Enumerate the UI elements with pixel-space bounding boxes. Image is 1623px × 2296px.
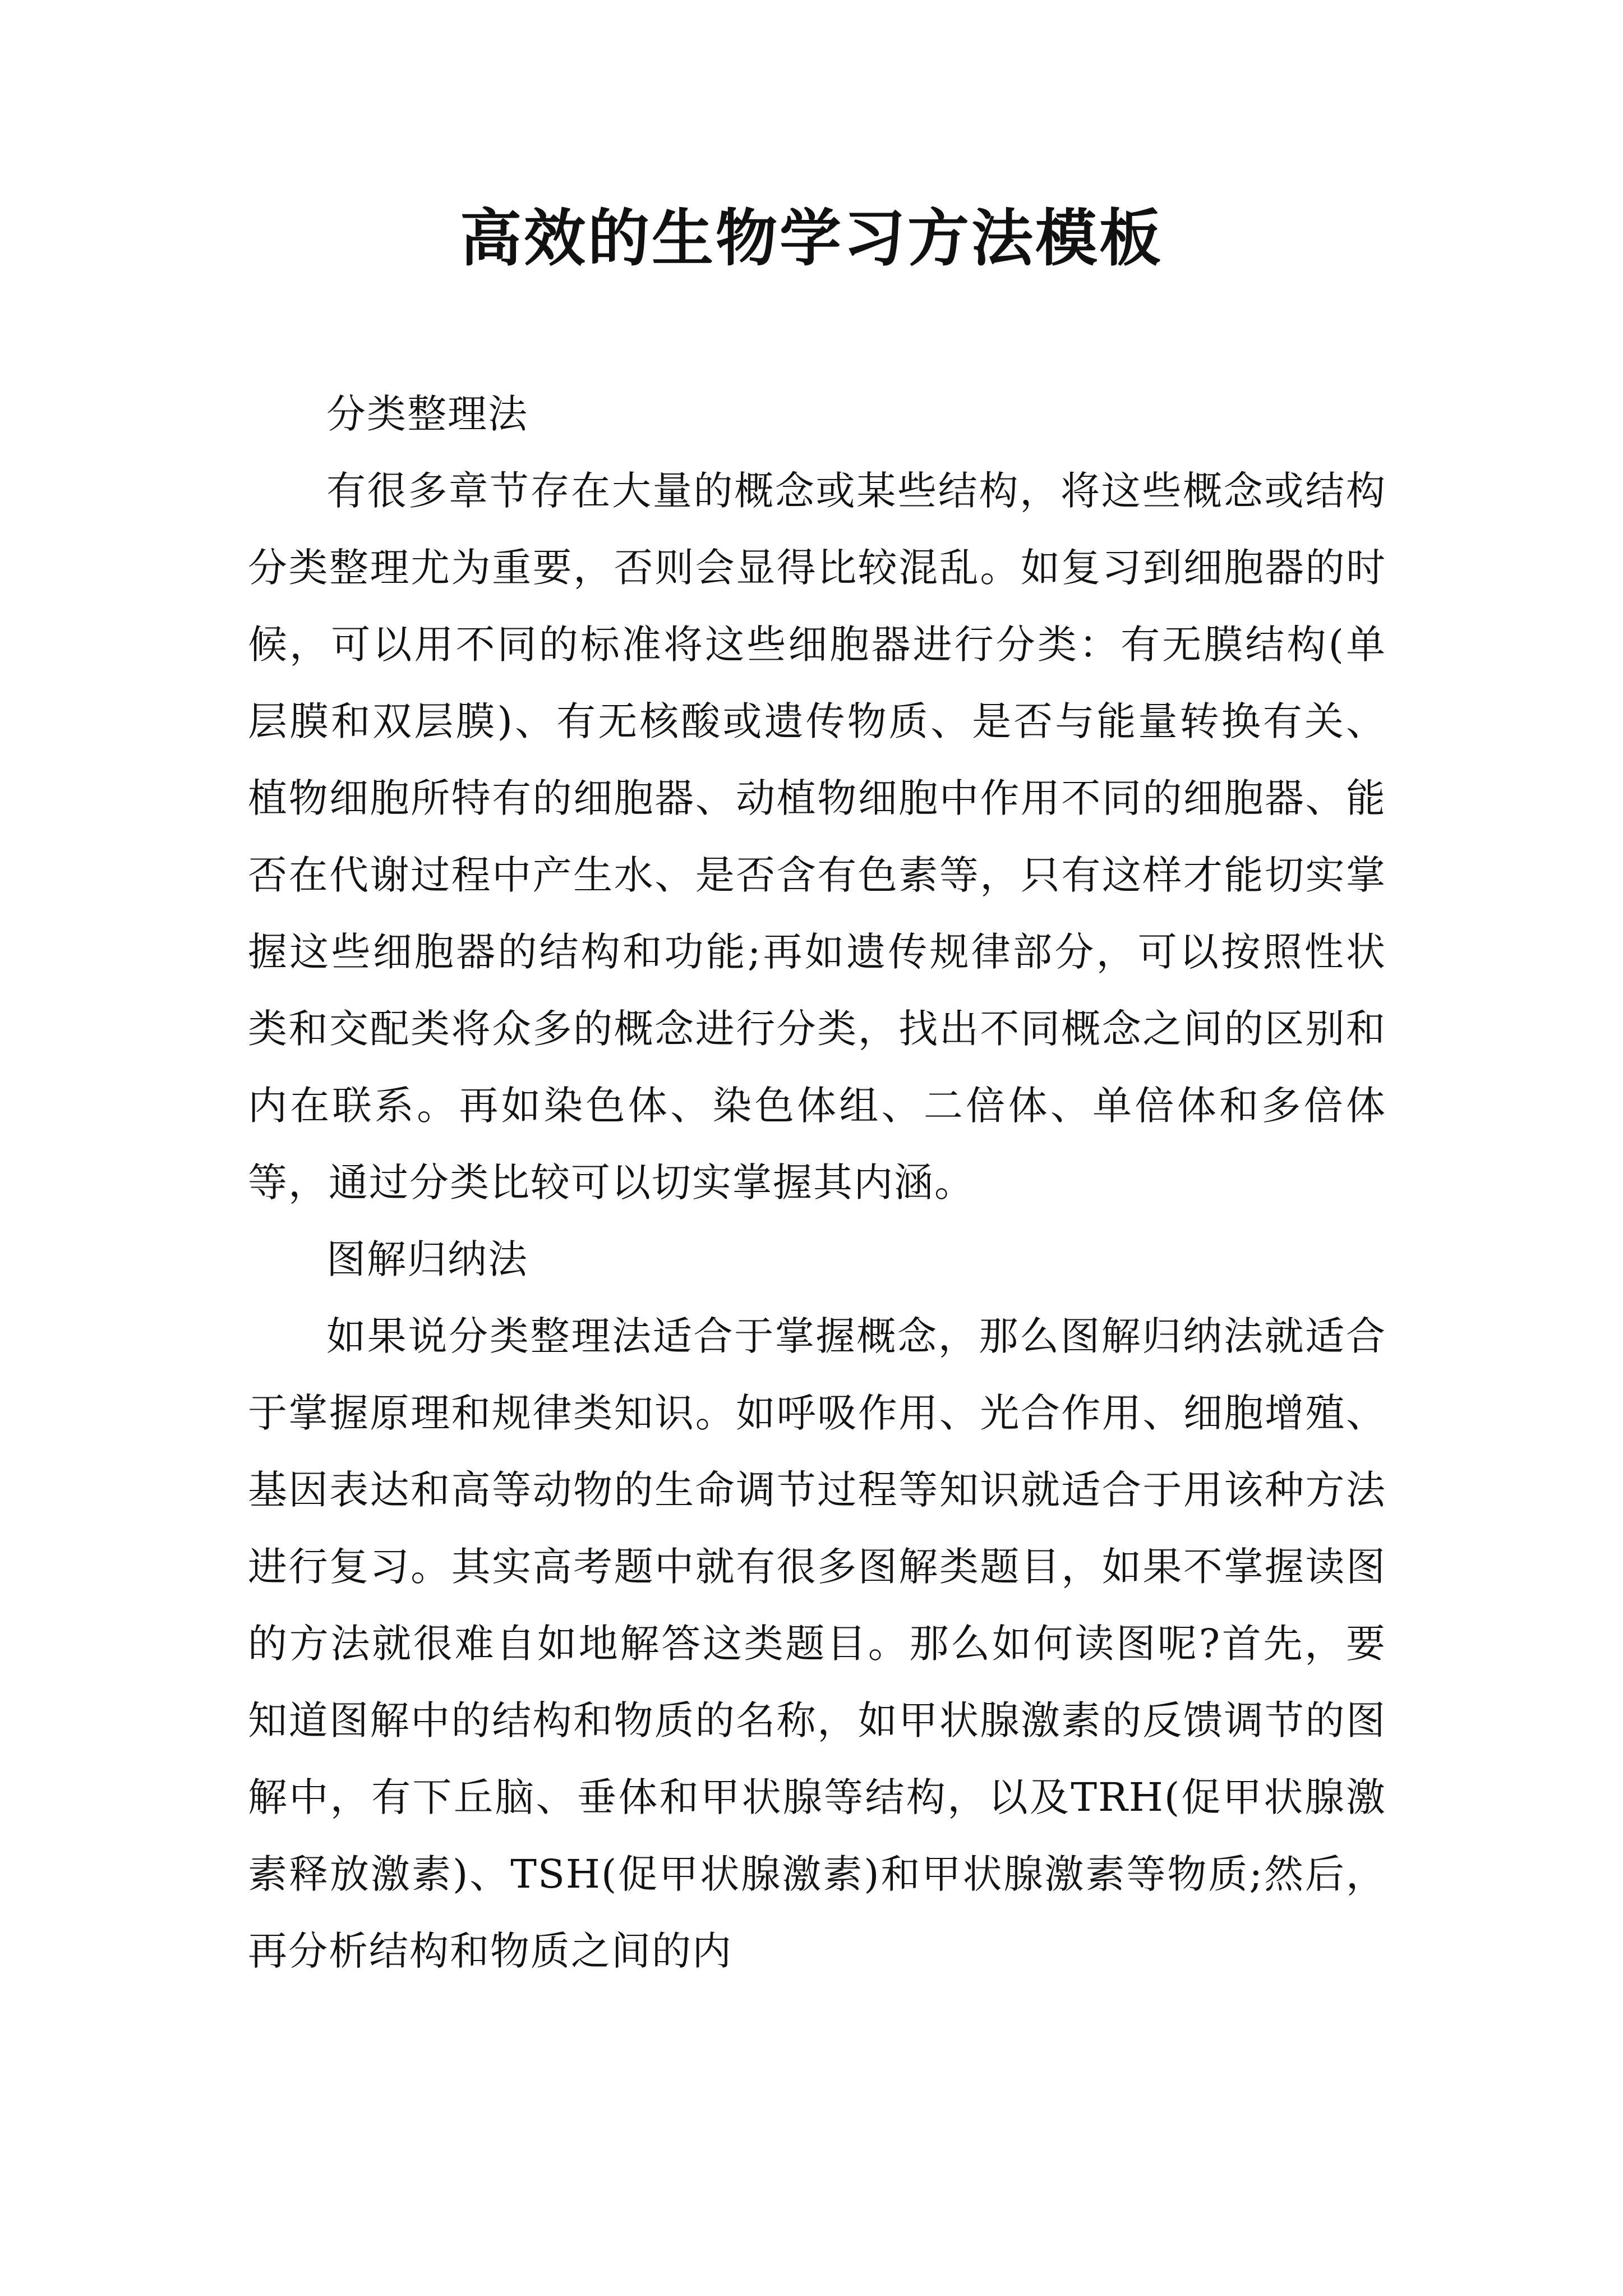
section-heading-diagram: 图解归纳法 <box>326 1236 528 1282</box>
document-body <box>248 376 1386 1990</box>
paragraph-classification: 有很多章节存在大量的概念或某些结构，将这些概念或结构分类整理尤为重要，否则会显得比较混乱。如复习到细胞器的时候，可以用不同的标准将这些细胞器进行分类：有无膜结构(单层膜和双层膜)、有无核酸或遗传物质、是否与能量转换有关、植物细胞所特有的细胞器、动植物细胞中作用不同的细胞器、能否在代谢过程中产生水、是否含有色素等，只有这样才能切实掌握这些细胞器的结构和功能;再如遗传规律部分，可以按照性状类和交配类将众多的概念进行分类，找出不同概念之间的区别和内在联系。再如染色体、染色体组、二倍体、单倍体和多倍体等，通过分类比较可以切实掌握其内涵。 <box>248 468 1386 1205</box>
document-title: 高效的生物学习方法模板 <box>460 202 1163 274</box>
paragraph-diagram: 如果说分类整理法适合于掌握概念，那么图解归纳法就适合于掌握原理和规律类知识。如呼吸作用、光合作用、细胞增殖、基因表达和高等动物的生命调节过程等知识就适合于用该种方法进行复习。其实高考题中就有很多图解类题目，如果不掌握读图的方法就很难自如地解答这类题目。那么如何读图呢?首先，要知道图解中的结构和物质的名称，如甲状腺激素的反馈调节的图解中，有下丘脑、垂体和甲状腺等结构，以及TRH(促甲状腺激素释放激素)、TSH(促甲状腺激素)和甲状腺激素等物质;然后，再分析结构和物质之间的内 <box>248 1313 1386 1974</box>
section-heading-classification: 分类整理法 <box>326 391 528 437</box>
